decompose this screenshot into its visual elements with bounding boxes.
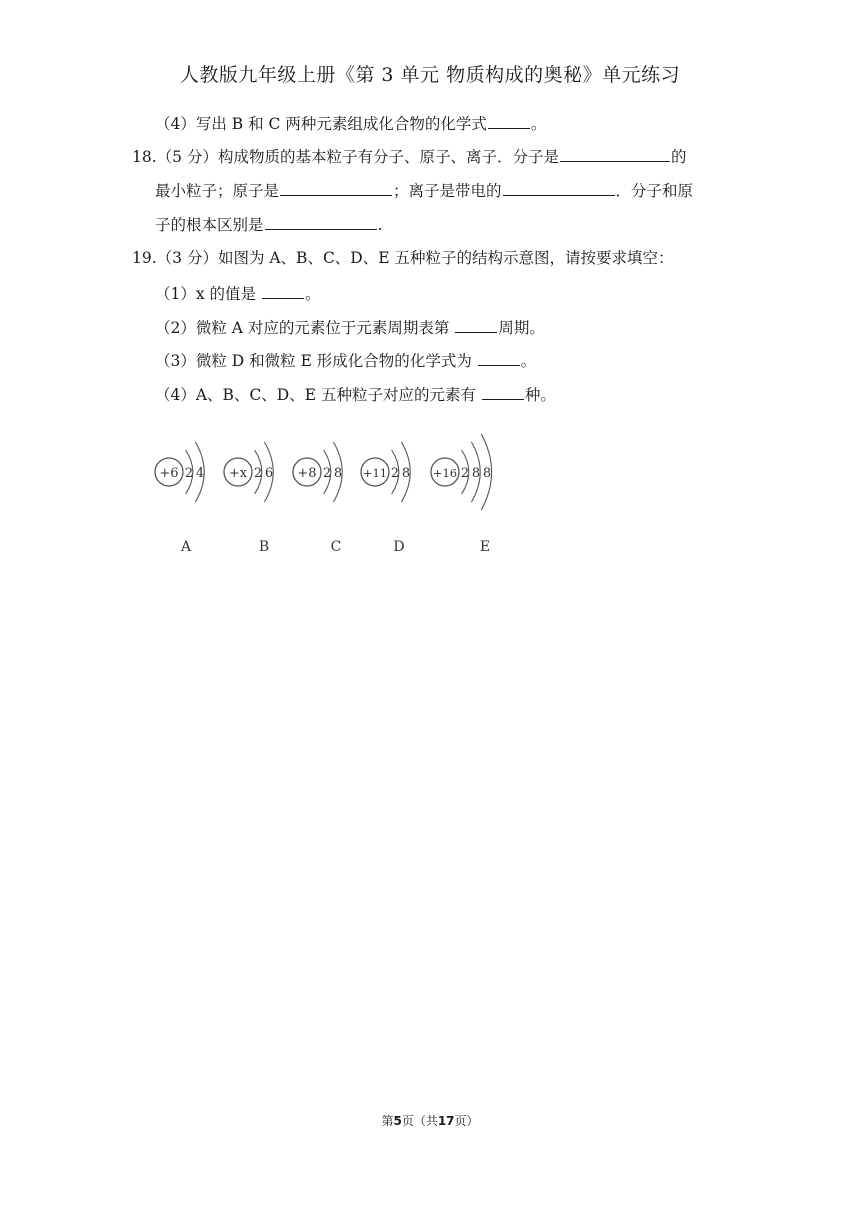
q18-line1-text: 18.（5 分）构成物质的基本粒子有分子、原子、离子．分子是 bbox=[132, 148, 559, 166]
q19-sub1-blank[interactable] bbox=[262, 283, 304, 299]
q19-sub3-text: （3）微粒 D 和微粒 E 形成化合物的化学式为 bbox=[155, 352, 472, 370]
q18-line2-text-b: ；离子是带电的 bbox=[393, 182, 502, 200]
footer-mid: 页（共 bbox=[401, 1114, 438, 1128]
shell-electron-count: 2 bbox=[253, 466, 263, 481]
q18-line-3 bbox=[155, 214, 382, 235]
q17-sub4-text: （4）写出 B 和 C 两种元素组成化合物的化学式 bbox=[155, 115, 487, 133]
particle-b bbox=[224, 442, 273, 555]
q19-sub3 bbox=[155, 350, 536, 371]
footer-page-number: 5 bbox=[393, 1114, 402, 1128]
q18-line3-text: 子的根本区别是 bbox=[155, 216, 264, 234]
page-footer bbox=[0, 1112, 860, 1129]
nucleus-charge: +6 bbox=[159, 466, 179, 481]
nucleus-charge: +x bbox=[228, 466, 248, 481]
footer-prefix: 第 bbox=[381, 1114, 394, 1128]
particle-label: B bbox=[258, 539, 270, 555]
q18-line2-text-a: 最小粒子；原子是 bbox=[155, 182, 280, 200]
nucleus-charge: +8 bbox=[297, 466, 317, 481]
q18-line2-text-c: ．分子和原 bbox=[615, 182, 694, 200]
q19-sub2-blank[interactable] bbox=[455, 317, 497, 333]
q19-sub4-end: 种。 bbox=[524, 386, 556, 404]
footer-suffix: 页） bbox=[454, 1114, 479, 1128]
q19-sub3-end: 。 bbox=[520, 352, 537, 370]
footer-total-pages: 17 bbox=[437, 1114, 455, 1128]
q18-line1-end: 的 bbox=[670, 148, 687, 166]
particle-e bbox=[431, 434, 492, 555]
particle-a bbox=[155, 442, 204, 555]
q18-blank-3[interactable] bbox=[503, 180, 615, 196]
q19-stem: 19.（3 分）如图为 A、B、C、D、E 五种粒子的结构示意图，请按要求填空： bbox=[132, 249, 674, 267]
q19-sub1 bbox=[155, 283, 320, 304]
nucleus-charge: +11 bbox=[362, 466, 388, 480]
particle-label: D bbox=[393, 539, 405, 555]
q17-sub4-end: 。 bbox=[530, 115, 547, 133]
q19-sub3-blank[interactable] bbox=[478, 350, 520, 366]
shell-electron-count: 2 bbox=[390, 466, 400, 481]
q19-sub1-text: （1）x 的值是 bbox=[155, 285, 257, 303]
q19-sub4-text: （4）A、B、C、D、E 五种粒子对应的元素有 bbox=[155, 386, 476, 404]
q18-blank-2[interactable] bbox=[280, 180, 392, 196]
q18-line-1 bbox=[132, 146, 686, 167]
shell-electron-count: 2 bbox=[460, 466, 470, 481]
q18-blank-4[interactable] bbox=[265, 214, 377, 230]
shell-electron-count: 8 bbox=[333, 466, 343, 481]
particle-label: E bbox=[479, 539, 491, 555]
shell-electron-count: 6 bbox=[264, 466, 274, 481]
q19-sub4-blank[interactable] bbox=[482, 384, 524, 400]
atomic-structure-svg bbox=[140, 415, 520, 565]
q17-sub4 bbox=[155, 113, 546, 134]
shell-electron-count: 8 bbox=[471, 466, 481, 481]
q19-sub2-text: （2）微粒 A 对应的元素位于元素周期表第 bbox=[155, 319, 450, 337]
nucleus-charge: +16 bbox=[432, 466, 458, 480]
page-header-title: 人教版九年级上册《第 3 单元 物质构成的奥秘》单元练习 bbox=[179, 64, 681, 86]
q18-line3-end: . bbox=[377, 216, 383, 234]
particle-d bbox=[361, 442, 410, 555]
q19-sub2-end: 周期。 bbox=[498, 319, 545, 337]
shell-electron-count: 2 bbox=[322, 466, 332, 481]
shell-electron-count: 4 bbox=[195, 466, 205, 481]
shell-electron-count: 2 bbox=[184, 466, 194, 481]
particle-label: A bbox=[180, 539, 192, 555]
shell-electron-count: 8 bbox=[401, 466, 411, 481]
atomic-structure-diagram bbox=[140, 415, 520, 565]
q18-line-2 bbox=[155, 180, 693, 201]
shell-electron-count: 8 bbox=[482, 466, 492, 481]
particle-label: C bbox=[330, 539, 342, 555]
particle-c bbox=[293, 442, 342, 555]
q17-sub4-blank[interactable] bbox=[488, 113, 530, 129]
q19-sub2 bbox=[155, 317, 545, 338]
q19-sub1-end: 。 bbox=[304, 285, 321, 303]
q18-blank-1[interactable] bbox=[560, 146, 670, 162]
q19-sub4 bbox=[155, 384, 556, 405]
